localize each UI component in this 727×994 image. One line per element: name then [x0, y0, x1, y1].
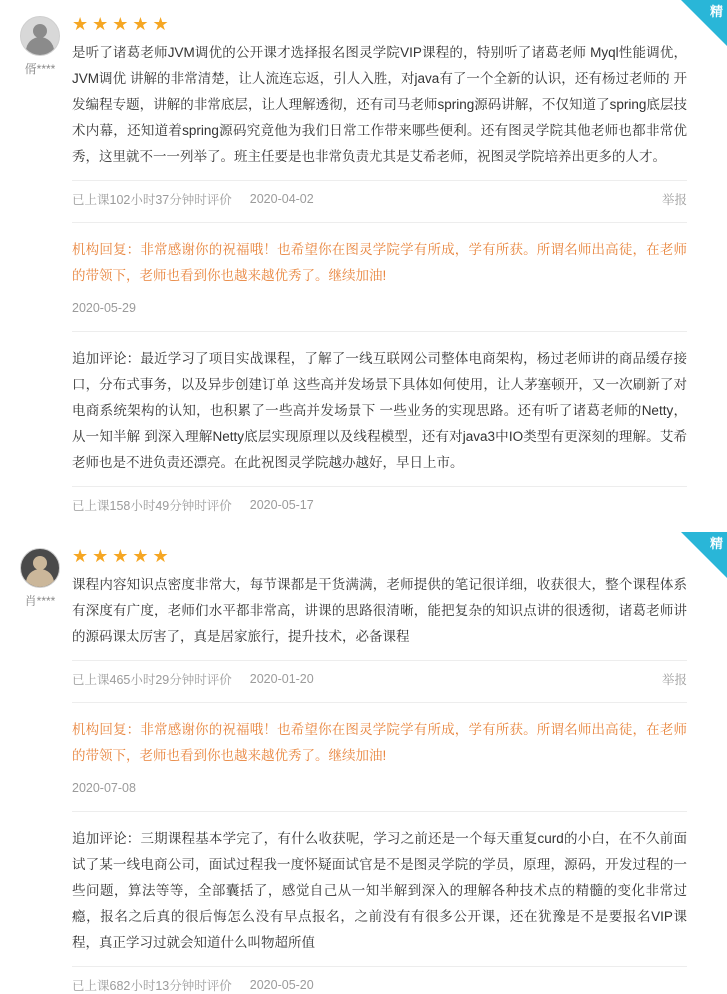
appended-review-date: 2020-05-20	[249, 978, 314, 992]
review-item	[0, 532, 727, 994]
featured-badge-label: 精	[709, 536, 723, 551]
appended-review-date: 2020-05-17	[249, 498, 314, 512]
appended-review-text: 追加评论：三期课程基本学完了，有什么收获呢，学习之前还是一个每天重复curd的小白，在不久前面试了某一线电商公司，面试过程我一度怀疑面试官是不是图灵学院的学员，原理，源码，开发过程的一些问题，算法等等，全部囊括了，感觉自己从一知半解到深入的理解各种技术点的精髓的变化非常过瘾，报名之后真的很后悔怎么没有早点报名，之前没有有很多公开课，还在犹豫是不是要报名VIP课程，真正学习过就会知道什么叫物超所值	[72, 831, 687, 950]
review-date: 2020-04-02	[249, 192, 314, 206]
appended-review	[72, 811, 687, 994]
review-content	[66, 14, 687, 208]
institution-reply-label: 机构回复：	[72, 242, 141, 257]
review-text: 是听了诸葛老师JVM调优的公开课才选择报名图灵学院VIP课程的，特别听了诸葛老师 Myql性能调优， JVM调优 讲解的非常清楚，让人流连忘返，引人入胜，对java有了一个全新的认识，还有杨过老师的 开发编程专题，讲解的非常底层，让人理解透彻，还有司马老师spring源码讲解，不仅知道了spring底层技术内幕，还知道着spring源码究竟他为我们日常工作带来哪些便利。还有图灵学院其他老师也都非常优秀，这里就不一一列举了。班主任要是也非常负责尤其是艾希老师，祝图灵学院培养出更多的人才。	[72, 45, 687, 164]
institution-reply-date: 2020-07-08	[72, 781, 136, 795]
avatar[interactable]	[20, 16, 60, 56]
appended-review-text: 追加评论：最近学习了项目实战课程，了解了一线互联网公司整体电商架构，杨过老师讲的商品缓存接口，分布式事务，以及异步创建订单 这些高并发场景下具体如何使用，让人茅塞顿开，又一次刷新了对电商系统架构的认知，也积累了一些高并发场景下 一些业务的实现思路。还有听了诸葛老师的Netty，从一知半解 到深入理解Netty底层实现原理以及线程模型，还有对java3中IO类型有更深刻的理解。艾希老师也是不进负责还漂亮。在此祝图灵学院越办越好，早日上市。	[72, 351, 687, 470]
review-text: 课程内容知识点密度非常大，每节课都是干货满满，老师提供的笔记很详细，收获很大，整个课程体系有深度有广度，老师们水平都非常高，讲课的思路很清晰，能把复杂的知识点讲的很透彻，诸葛老师讲的源码课太厉害了，真是居家旅行，提升技术，必备课程	[72, 577, 687, 644]
reviewer-identity	[14, 546, 66, 609]
review-meta	[72, 180, 687, 208]
avatar-head-shape	[33, 556, 47, 570]
appended-review-meta	[72, 486, 687, 514]
review-body	[0, 532, 727, 994]
institution-reply-label: 机构回复：	[72, 722, 141, 737]
review-content	[66, 546, 687, 688]
institution-reply-body: 非常感谢你的祝福哦！也希望你在图灵学院学有所成，学有所获。所谓名师出高徒，在老师的带领下，老师也看到你也越来越优秀了。继续加油!	[72, 722, 688, 763]
institution-reply-text	[72, 237, 687, 289]
section-divider	[0, 514, 727, 532]
rating-stars: ★★★★★	[72, 14, 173, 34]
appended-review	[72, 331, 687, 514]
institution-reply-text	[72, 717, 687, 769]
rating-stars: ★★★★★	[72, 546, 173, 566]
reviewer-identity	[14, 14, 66, 77]
reviewer-name: 肖****	[24, 594, 56, 608]
report-button[interactable]: 举报	[661, 673, 687, 687]
appended-study-duration: 已上课158小时49分钟时评价	[72, 499, 232, 513]
avatar-body-shape	[26, 37, 54, 56]
avatar-body-shape	[26, 569, 54, 588]
review-date: 2020-01-20	[249, 672, 314, 686]
institution-reply	[72, 702, 687, 795]
institution-reply	[72, 222, 687, 315]
reviewer-name: 偦****	[24, 62, 56, 76]
review-header	[14, 14, 687, 208]
institution-reply-date: 2020-05-29	[72, 301, 136, 315]
avatar[interactable]	[20, 548, 60, 588]
study-duration: 已上课102小时37分钟时评价	[72, 193, 232, 207]
institution-reply-body: 非常感谢你的祝福哦！也希望你在图灵学院学有所成，学有所获。所谓名师出高徒，在老师的带领下，老师也看到你也越来越优秀了。继续加油!	[72, 242, 688, 283]
report-button[interactable]: 举报	[661, 193, 687, 207]
review-meta	[72, 660, 687, 688]
featured-badge-label: 精	[709, 4, 723, 19]
avatar-head-shape	[33, 24, 47, 38]
appended-review-meta	[72, 966, 687, 994]
study-duration: 已上课465小时29分钟时评价	[72, 673, 232, 687]
appended-study-duration: 已上课682小时13分钟时评价	[72, 979, 232, 993]
review-header	[14, 546, 687, 688]
